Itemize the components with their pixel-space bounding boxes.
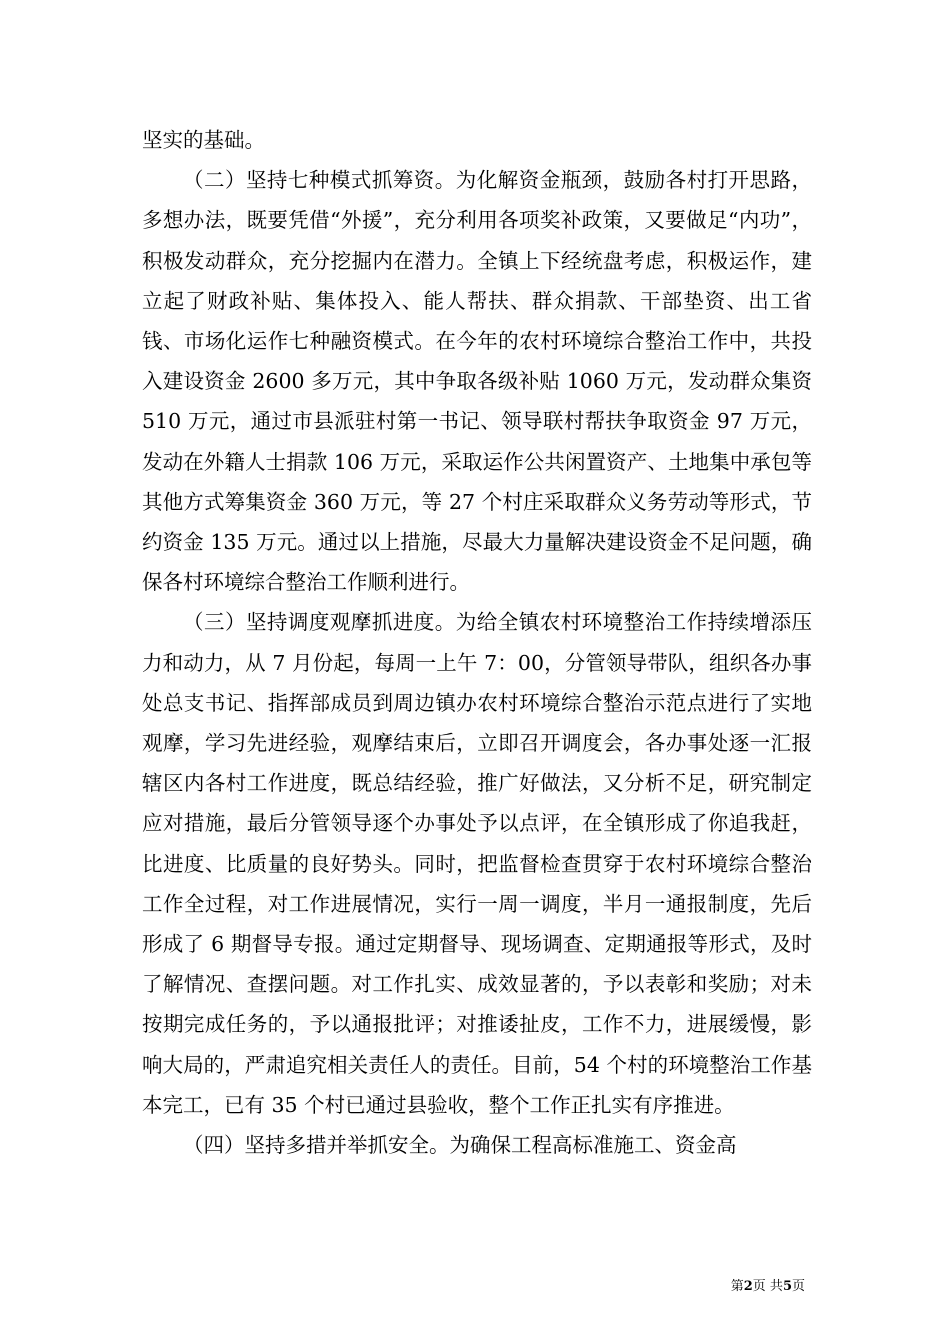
footer-total-pages: 5: [782, 1279, 792, 1294]
paragraph-progress: （三）坚持调度观摩抓进度。为给全镇农村环境整治工作持续增添压力和动力，从 7 月份起，每周一上午 7：00，分管领导带队，组织各办事处总支书记、指挥部成员到周边镇办农村环境综合整治示范点进行了实地观摩，学习先进经验，观摩结束后，立即召开调度会，各办事处逐一汇报辖区内各村工作进度，既总结经验，推广好做法，又分析不足，研究制定应对措施，最后分管领导逐个办事处予以点评，在全镇形成了你追我赶，比进度、比质量的良好势头。同时，把监督检查贯穿于农村环境综合整治工作全过程，对工作进展情况，实行一周一调度，半月一通报制度，先后形成了 6 期督导专报。通过定期督导、现场调查、定期通报等形式，及时了解情况、查摆问题。对工作扎实、成效显著的，予以表彰和奖励；对未按期完成任务的，予以通报批评；对推诿扯皮，工作不力，进展缓慢，影响大局的，严肃追究相关责任人的责任。目前，54 个村的环境整治工作基本完工，已有 35 个村已通过县验收，整个工作正扎实有序推进。: [142, 610, 812, 1117]
footer-suffix: 页: [791, 1279, 805, 1294]
body-text: [142, 120, 812, 1165]
paragraph-safety: （四）坚持多措并举抓安全。为确保工程高标准施工、资金高: [183, 1133, 737, 1158]
paragraph-fundraising: （二）坚持七种模式抓筹资。为化解资金瓶颈，鼓励各村打开思路，多想办法，既要凭借“外援”，充分利用各项奖补政策，又要做足“内功”，积极发动群众，充分挖掘内在潜力。全镇上下经统盘考虑，积极运作，建立起了财政补贴、集体投入、能人帮扶、群众捐款、干部垫资、出工省钱、市场化运作七种融资模式。在今年的农村环境综合整治工作中，共投入建设资金 2600 多万元，其中争取各级补贴 1060 万元，发动群众集资 510 万元，通过市县派驻村第一书记、领导联村帮扶争取资金 97 万元，发动在外籍人士捐款 106 万元，采取运作公共闲置资产、土地集中承包等其他方式筹集资金 360 万元，等 27 个村庄采取群众义务劳动等形式，节约资金 135 万元。通过以上措施，尽最大力量解决建设资金不足问题，确保各村环境综合整治工作顺利进行。: [142, 168, 812, 595]
footer-prefix: 第: [730, 1279, 744, 1294]
paragraph-continuation: 坚实的基础。: [142, 128, 265, 152]
page-footer: [731, 1278, 805, 1296]
footer-current-page: 2: [743, 1279, 753, 1294]
footer-middle: 页 共: [752, 1279, 783, 1294]
